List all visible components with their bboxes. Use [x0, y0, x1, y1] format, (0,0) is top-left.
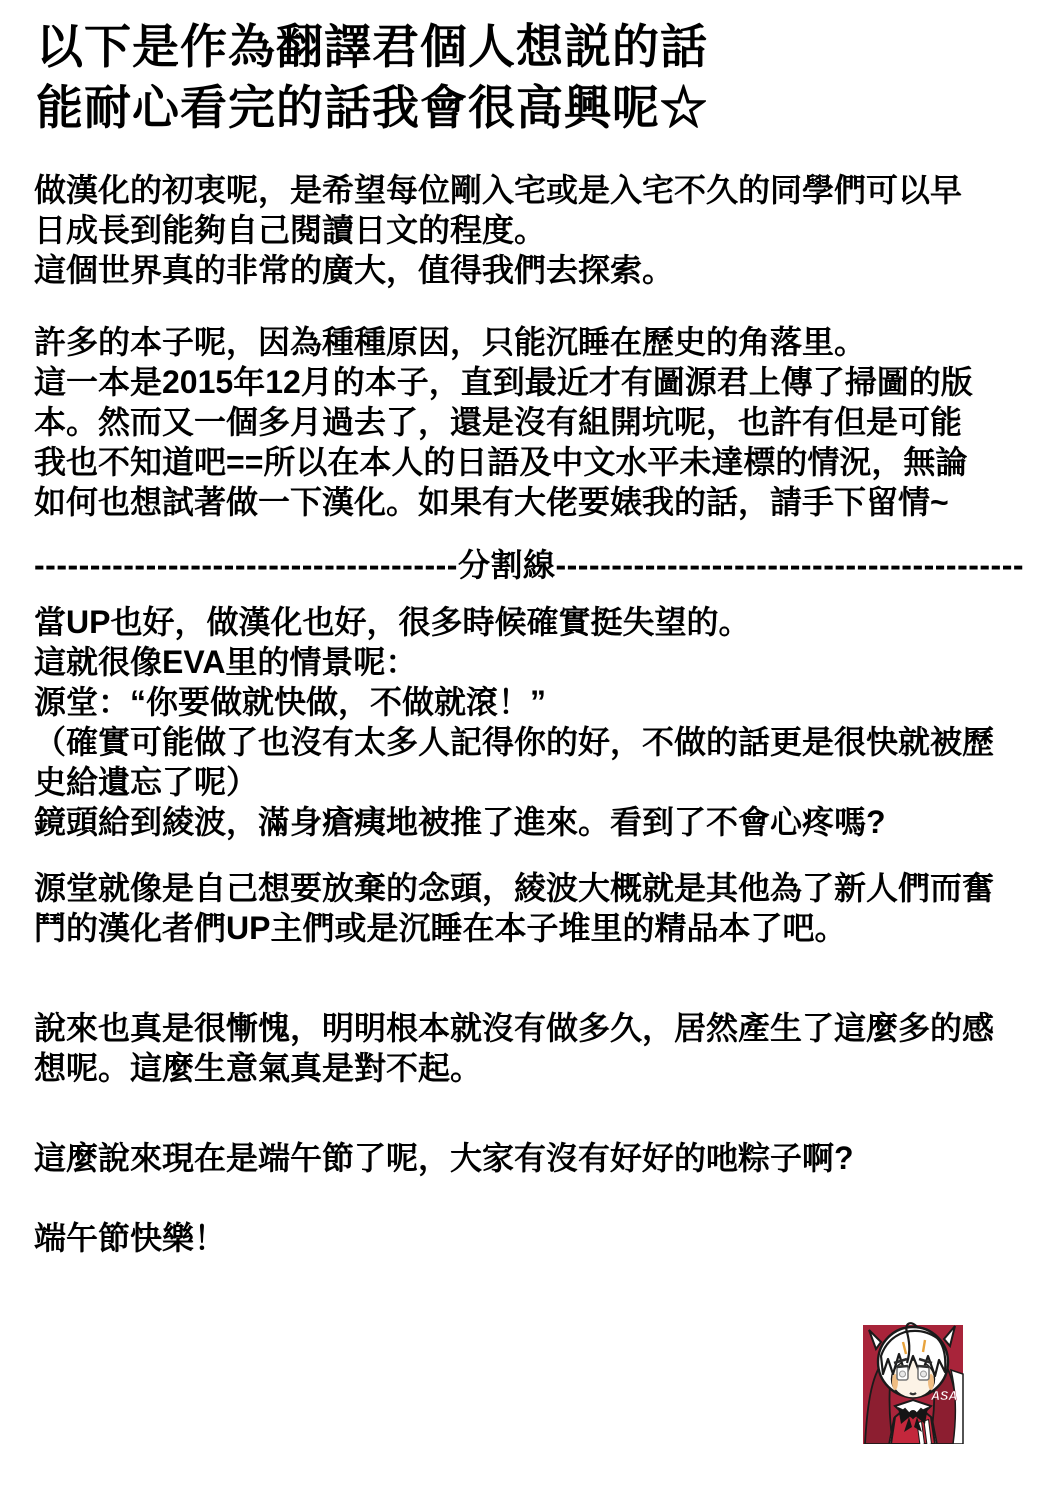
divider-label: 分割線: [457, 547, 556, 583]
paragraph-eva-analogy: [34, 602, 994, 842]
text-line: 源堂就像是自己想要放棄的念頭，綾波大概就是其他為了新人們而奮: [34, 870, 995, 906]
text-line: 端午節快樂！: [34, 1220, 227, 1256]
asa-label: ASA: [931, 1389, 958, 1403]
paragraph-intro: [34, 170, 962, 290]
paragraph-backstory: [34, 322, 973, 522]
text-line: 想呢。這麼生意氣真是對不起。: [34, 1050, 483, 1086]
text-line: 做漢化的初衷呢，是希望每位剛入宅或是入宅不久的同學們可以早: [34, 172, 963, 208]
text-line: 這個世界真的非常的廣大，值得我們去探索。: [34, 252, 675, 288]
paragraph-apology: [34, 1008, 994, 1088]
text-line: 這一本是2015年12月的本子，直到最近才有圖源君上傳了掃圖的版: [34, 364, 973, 400]
text-line: 許多的本子呢，因為種種原因，只能沉睡在歷史的角落里。: [34, 324, 867, 360]
title-line: 能耐心看完的話我會很高興呢☆: [36, 83, 708, 135]
title-line: 以下是作為翻譯君個人想説的話: [36, 22, 708, 74]
text-line: 當UP也好，做漢化也好，很多時候確實挺失望的。: [34, 604, 751, 640]
text-line: （確實可能做了也沒有太多人記得你的好，不做的話更是很快就被歷: [34, 724, 995, 760]
text-line: 說來也真是很慚愧，明明根本就沒有做多久，居然產生了這麼多的感: [34, 1010, 995, 1046]
divider: [34, 545, 1024, 585]
divider-dashes-left: --------------------------------------: [34, 547, 458, 583]
text-line: 鏡頭給到綾波，滿身瘡痍地被推了進來。看到了不會心疼嗎?: [34, 804, 886, 840]
paragraph-greeting: [34, 1218, 226, 1258]
text-line: 這麼說來現在是端午節了呢，大家有沒有好好的吔粽子啊?: [34, 1140, 854, 1176]
mascot-outfit: [889, 1400, 937, 1444]
text-line: 日成長到能夠自己閱讀日文的程度。: [34, 212, 547, 248]
text-line: 史給遺忘了呢）: [34, 764, 259, 800]
text-line: 這就很像EVA里的情景呢：: [34, 644, 418, 680]
asa-mascot-avatar: [861, 1316, 965, 1444]
text-line: 源堂：“你要做就快做，不做就滾！”: [34, 684, 547, 720]
text-line: 如何也想試著做一下漢化。如果有大佬要婊我的話，請手下留情~: [34, 484, 949, 520]
paragraph-festival: [34, 1138, 854, 1178]
divider-dashes-right: ------------------------------------------: [555, 547, 1025, 583]
text-line: 本。然而又一個多月過去了，還是沒有組開坑呢，也許有但是可能: [34, 404, 963, 440]
text-line: 鬥的漢化者們UP主們或是沉睡在本子堆里的精品本了吧。: [34, 910, 847, 946]
page-title: [36, 18, 708, 140]
paragraph-metaphor: [34, 868, 994, 948]
text-line: 我也不知道吧==所以在本人的日語及中文水平未達標的情況，無論: [34, 444, 968, 480]
